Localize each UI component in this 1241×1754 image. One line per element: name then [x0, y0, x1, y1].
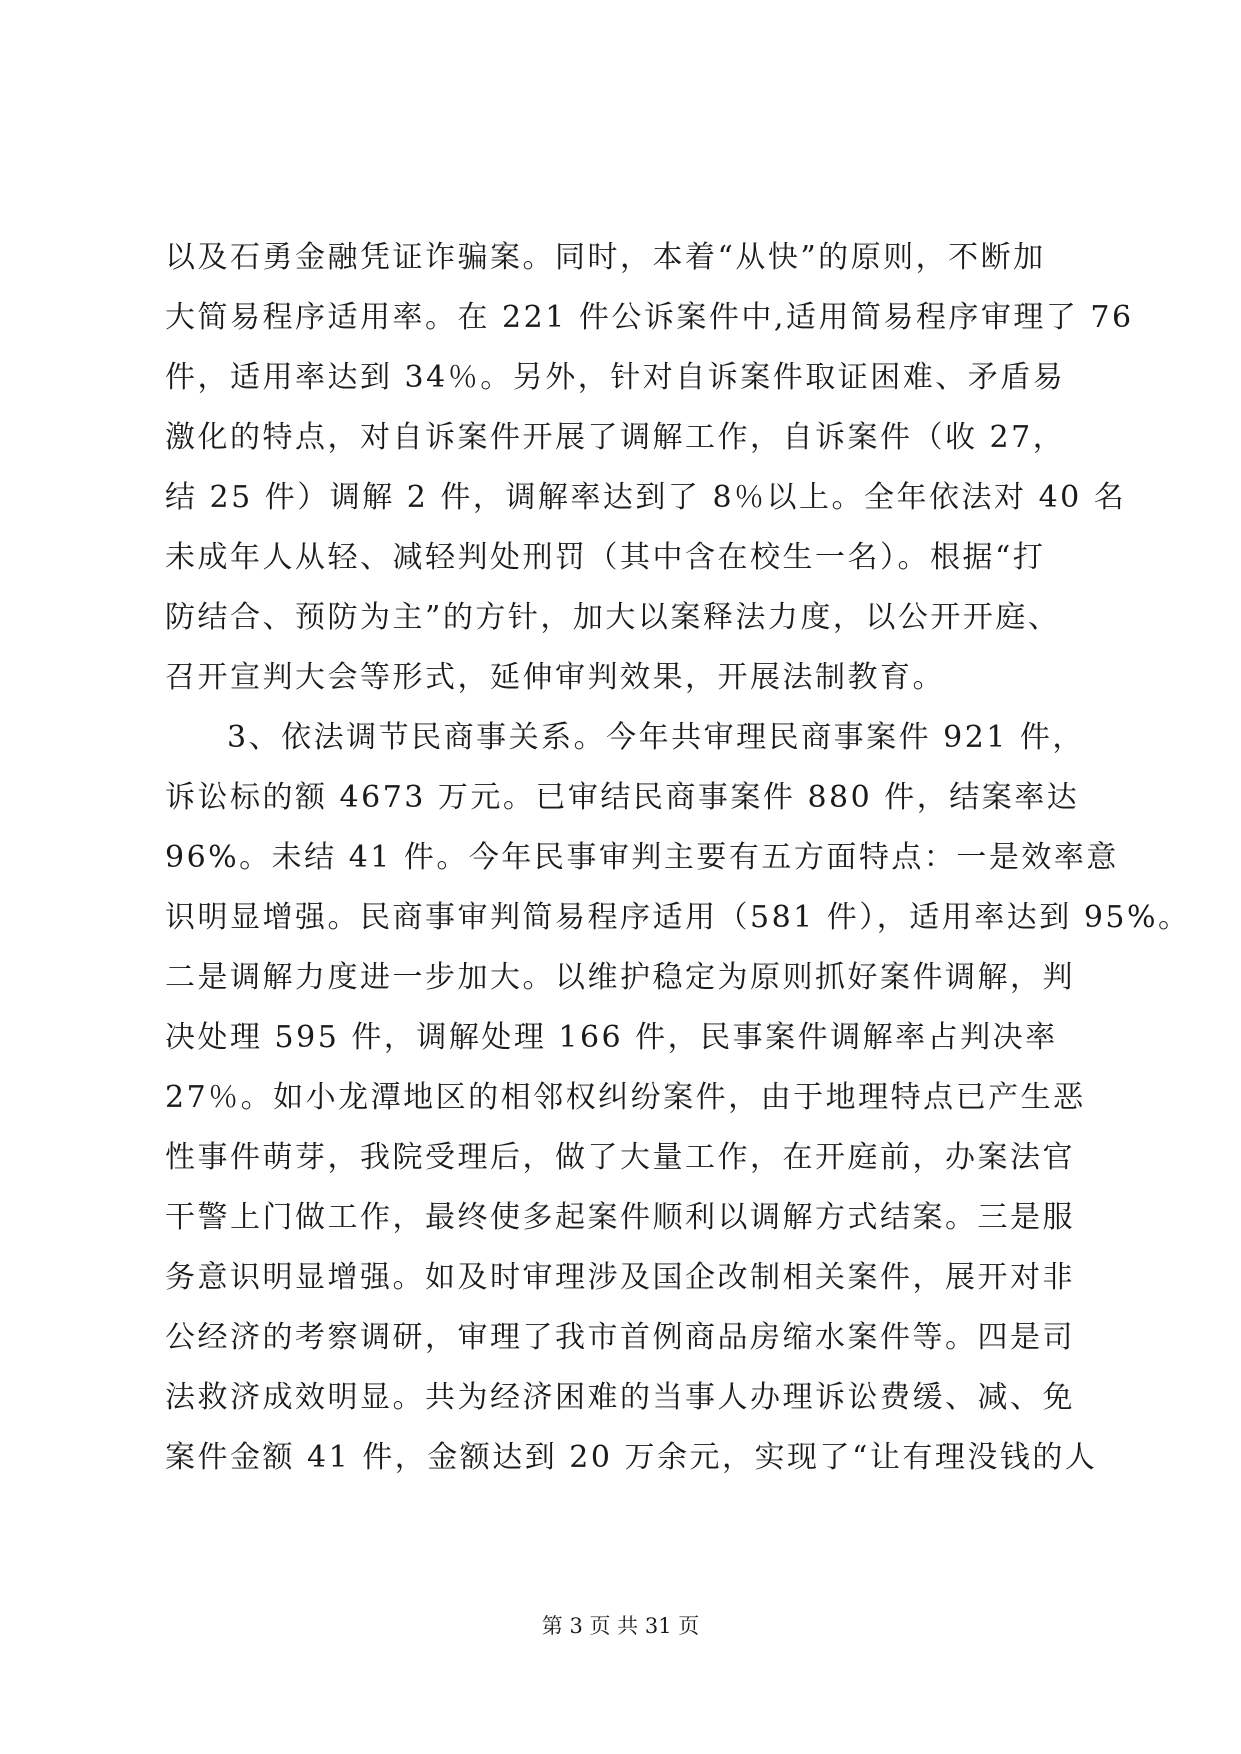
text-line: 识明显增强。民商事审判简易程序适用（581 件），适用率达到 95%。 [165, 900, 1191, 935]
text-line: 公经济的考察调研，审理了我市首例商品房缩水案件等。四是司 [165, 1320, 1075, 1355]
text-line: 件，适用率达到 34％。另外，针对自诉案件取证困难、矛盾易 [165, 360, 1066, 395]
text-line: 法救济成效明显。共为经济困难的当事人办理诉讼费缓、减、免 [165, 1380, 1075, 1415]
page-number-footer: 第 3 页 共 31 页 [541, 1614, 700, 1638]
text-line: 务意识明显增强。如及时审理涉及国企改制相关案件，展开对非 [165, 1260, 1075, 1295]
text-line: 召开宣判大会等形式，延伸审判效果，开展法制教育。 [165, 660, 945, 695]
text-line: 二是调解力度进一步加大。以维护稳定为原则抓好案件调解，判 [165, 960, 1075, 995]
text-line: 激化的特点，对自诉案件开展了调解工作，自诉案件（收 27， [165, 420, 1066, 455]
text-line: 干警上门做工作，最终使多起案件顺利以调解方式结案。三是服 [165, 1200, 1075, 1235]
text-line: 未成年人从轻、减轻判处刑罚（其中含在校生一名）。根据“打 [165, 540, 1046, 575]
text-line: 27％。如小龙潭地区的相邻权纠纷案件，由于地理特点已产生恶 [165, 1080, 1086, 1115]
text-line: 96%。未结 41 件。今年民事审判主要有五方面特点：一是效率意 [165, 840, 1119, 875]
text-line: 案件金额 41 件，金额达到 20 万余元，实现了“让有理没钱的人 [165, 1440, 1098, 1475]
text-line: 以及石勇金融凭证诈骗案。同时，本着“从快”的原则，不断加 [165, 240, 1046, 275]
paragraph-start-line: 3、依法调节民商事关系。今年共审理民商事案件 921 件， [227, 720, 1085, 755]
text-line: 结 25 件）调解 2 件，调解率达到了 8％以上。全年依法对 40 名 [165, 480, 1127, 515]
text-line: 大简易程序适用率。在 221 件公诉案件中,适用简易程序审理了 76 [165, 300, 1134, 335]
text-line: 诉讼标的额 4673 万元。已审结民商事案件 880 件，结案率达 [165, 780, 1080, 815]
text-line: 防结合、预防为主”的方针，加大以案释法力度，以公开开庭、 [165, 600, 1061, 635]
text-line: 性事件萌芽，我院受理后，做了大量工作，在开庭前，办案法官 [165, 1140, 1075, 1175]
text-line: 决处理 595 件，调解处理 166 件，民事案件调解率占判决率 [165, 1020, 1058, 1055]
